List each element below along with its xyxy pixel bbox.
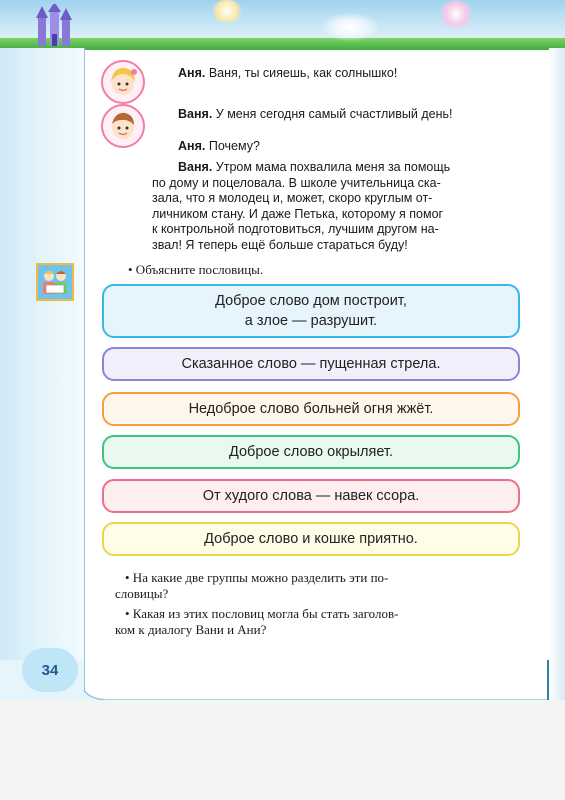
proverb-text: От худого слова — навек ссора.: [202, 488, 420, 504]
question-line: • На какие две группы можно разделить эти по-: [125, 570, 389, 585]
speech-text: личником стану. И даже Петька, которому я помог: [152, 206, 444, 221]
sun-glow: [438, 0, 474, 28]
question-line: словицы?: [115, 586, 169, 601]
boy-avatar-icon: [101, 104, 145, 148]
margin-line: [84, 48, 85, 698]
cloud: [320, 12, 380, 42]
proverb-text: Доброе слово дом построит,: [215, 293, 407, 309]
proverb-box: [102, 284, 520, 338]
castle-icon: [32, 4, 76, 46]
proverb-text: Доброе слово и кошке приятно.: [204, 531, 418, 547]
speech-text: Утром мама похвалила меня за помощь: [215, 160, 451, 174]
speech-text: Почему?: [208, 139, 260, 153]
speaker-name: Аня.: [178, 66, 206, 80]
speech-text: звал! Я теперь ещё больше стараться буду!: [152, 237, 408, 252]
proverb-text: Сказанное слово — пущенная стрела.: [181, 356, 441, 372]
proverb-box: [102, 522, 520, 556]
proverb-box: [102, 479, 520, 513]
proverb-text: а злое — разрушит.: [244, 313, 378, 329]
sun-glow: [210, 0, 244, 22]
proverb-text: Доброе слово окрыляет.: [229, 444, 393, 460]
left-margin-band: [0, 48, 84, 698]
page-number: 34: [22, 648, 78, 692]
speaker-name: Аня.: [178, 139, 206, 153]
dialogue-line: [178, 65, 397, 81]
children-reading-icon: [36, 263, 74, 301]
speaker-name: Ваня.: [178, 107, 213, 121]
proverb-text: Недоброе слово больней огня жжёт.: [188, 401, 434, 417]
dialogue-line: [178, 138, 260, 154]
proverb-box: [102, 347, 520, 381]
speech-text: Ваня, ты сияешь, как солнышко!: [208, 66, 398, 80]
girl-avatar-icon: [101, 60, 145, 104]
page-right-edge: [549, 48, 565, 700]
dialogue-line: [178, 106, 453, 122]
proverb-box: [102, 435, 520, 469]
speaker-name: Ваня.: [178, 160, 213, 174]
page-bottom-edge: [0, 660, 565, 700]
question-line: ком к диалогу Вани и Ани?: [115, 622, 267, 637]
proverb-box: [102, 392, 520, 426]
task-instruction: • Объясните пословицы.: [128, 262, 264, 277]
speech-text: по дому и поцеловала. В школе учительница ска-: [152, 175, 441, 190]
page-bottom-blank: [0, 700, 565, 800]
speech-text: к контрольной подготовиться, лучшим другом на-: [152, 222, 439, 237]
speech-text: У меня сегодня самый счастливый день!: [215, 107, 453, 121]
speech-text: зала, что я молодец и, может, скоро круглым от-: [152, 191, 433, 206]
question-line: • Какая из этих пословиц могла бы стать заголов-: [125, 606, 399, 621]
dialogue-paragraph: [152, 160, 520, 254]
